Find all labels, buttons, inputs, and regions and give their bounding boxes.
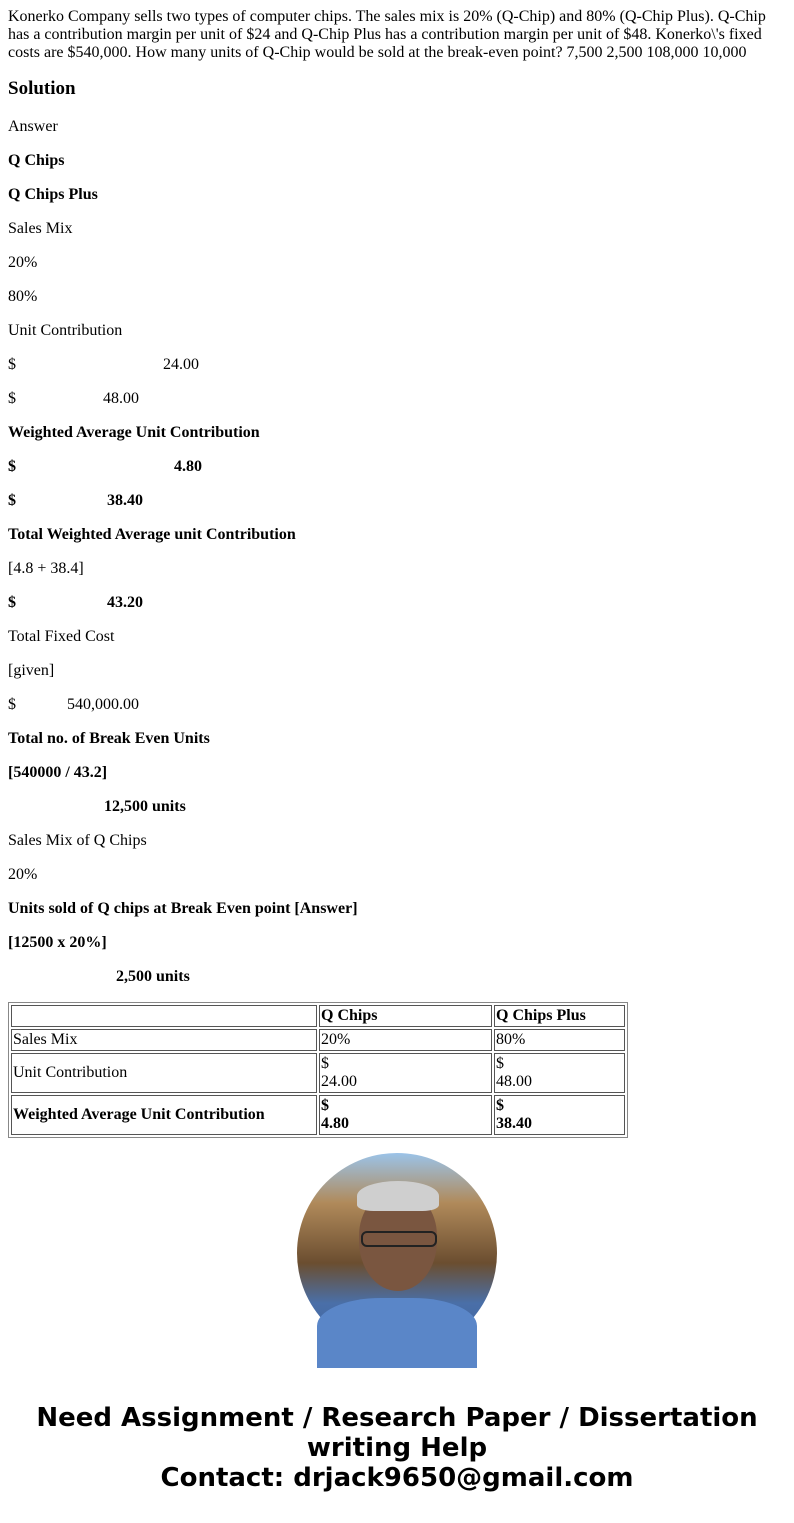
cell: Weighted Average Unit Contribution	[11, 1095, 317, 1135]
cell: $ 4.80	[319, 1095, 492, 1135]
tfc-note: [given]	[8, 662, 55, 679]
uc-p	[8, 390, 786, 408]
table-row	[11, 1053, 625, 1093]
promo-line: writing Help	[306, 1433, 488, 1463]
wauc-label: Weighted Average Unit Contribution	[8, 424, 260, 441]
tfc-value	[8, 696, 786, 714]
cell: $ 38.40	[494, 1095, 625, 1135]
solution-document	[8, 8, 786, 1132]
promo-line: Need Assignment / Research Paper / Dissertation	[36, 1403, 758, 1433]
usq-formula: [12500 x 20%]	[8, 934, 107, 951]
summary-table	[8, 1002, 628, 1138]
sales-mix-label: Sales Mix	[8, 220, 73, 237]
twauc-formula: [4.8 + 38.4]	[8, 560, 84, 577]
cell: Unit Contribution	[11, 1053, 317, 1093]
tbeu-formula: [540000 / 43.2]	[8, 764, 108, 781]
unit-contribution-label: Unit Contribution	[8, 322, 123, 339]
currency: $	[8, 696, 16, 713]
qchips-label: Q Chips	[8, 152, 65, 169]
tbeu-value: 12,500 units	[104, 798, 186, 815]
value: 43.20	[107, 594, 143, 611]
cell: 80%	[494, 1029, 625, 1051]
value: 38.40	[107, 492, 143, 509]
tbeu-label: Total no. of Break Even Units	[8, 730, 210, 747]
value: 48.00	[103, 390, 139, 407]
answer-label: Answer	[8, 118, 58, 135]
currency: $	[8, 492, 16, 509]
currency: $	[8, 390, 16, 407]
usq-label: Units sold of Q chips at Break Even point [Answer]	[8, 900, 358, 917]
smq-label: Sales Mix of Q Chips	[8, 832, 147, 849]
header-cell: Q Chips	[319, 1005, 492, 1027]
value: 24.00	[163, 356, 199, 373]
qplus-label: Q Chips Plus	[8, 186, 98, 203]
promo-contact: Contact: drjack9650@gmail.com	[160, 1463, 634, 1493]
question-text: Konerko Company sells two types of computer chips. The sales mix is 20% (Q-Chip) and 80% (Q-Chip Plus). Q-Chip has a contribution margin per unit of $24 and Q-Chip Plus has a contribution margin per unit of $48. Konerko\'s fixed costs are $540,000. How many units of Q-Chip would be sold at the break-even point? 7,500 2,500 108,000 10,000	[8, 8, 766, 61]
promo-banner	[0, 1403, 794, 1493]
table-row	[11, 1095, 625, 1135]
smq-value: 20%	[8, 866, 38, 883]
table-row	[11, 1029, 625, 1051]
tfc-label: Total Fixed Cost	[8, 628, 115, 645]
cell: $ 48.00	[494, 1053, 625, 1093]
uc-q	[8, 356, 786, 374]
mix-q: 20%	[8, 254, 38, 271]
header-cell: Q Chips Plus	[494, 1005, 625, 1027]
twauc-label: Total Weighted Average unit Contribution	[8, 526, 296, 543]
currency: $	[8, 594, 16, 611]
solution-heading: Solution	[8, 78, 76, 99]
mix-p: 80%	[8, 288, 38, 305]
author-photo	[297, 1153, 497, 1353]
twauc-value	[8, 594, 786, 612]
header-cell	[11, 1005, 317, 1027]
currency: $	[8, 458, 16, 475]
value: 4.80	[174, 458, 202, 475]
cell: $ 24.00	[319, 1053, 492, 1093]
wauc-q	[8, 458, 786, 476]
cell: 20%	[319, 1029, 492, 1051]
table-header-row	[11, 1005, 625, 1027]
wauc-p	[8, 492, 786, 510]
usq-value: 2,500 units	[116, 968, 190, 985]
value: 540,000.00	[67, 696, 139, 713]
cell: Sales Mix	[11, 1029, 317, 1051]
currency: $	[8, 356, 16, 373]
